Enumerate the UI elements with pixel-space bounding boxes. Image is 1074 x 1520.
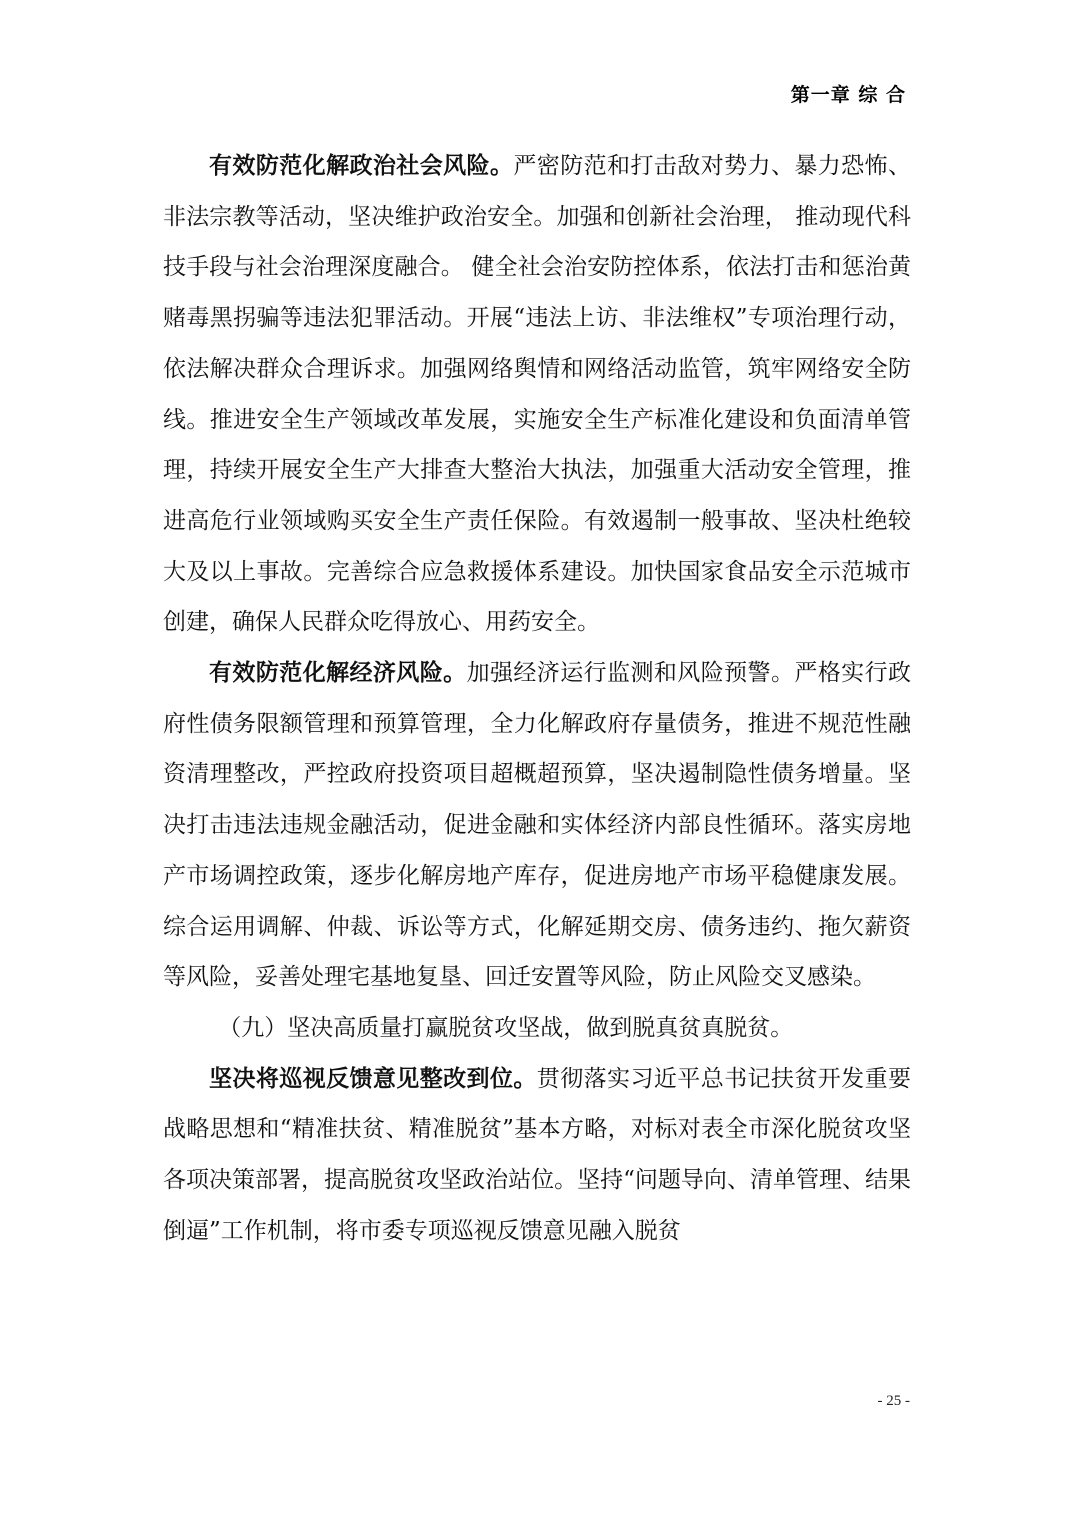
paragraph-political-social-risk	[163, 141, 911, 648]
paragraph-inspection-rectification	[163, 1054, 911, 1257]
paragraph-text: 贯彻落实习近平总书记扶贫开发重要战略思想和“精准扶贫、精准脱贫”基本方略，对标对表全市深化脱贫攻坚各项决策部署，提高脱贫攻坚政治站位。坚持“问题导向、清单管理、结果倒逼”工作机制，将市委专项巡视反馈意见融入脱贫	[163, 1065, 912, 1244]
chapter-header: 第一章 综 合	[790, 84, 906, 106]
paragraph-lead: 有效防范化解经济风险。	[209, 660, 467, 687]
paragraph-economic-risk	[163, 648, 911, 1003]
paragraph-text: 严密防范和打击敌对势力、暴力恐怖、非法宗教等活动，坚决维护政治安全。加强和创新社会治理， 推动现代科技手段与社会治理深度融合。 健全社会治安防控体系，依法打击和惩治黄赌毒黑拐骗等违法犯罪活动。开展“违法上访、非法维权”专项治理行动，依法解决群众合理诉求。加强网络舆情和网络活动监管，筑牢网络安全防线。推进安全生产领域改革发展，实施安全生产标准化建设和负面清单管理，持续开展安全生产大排查大整治大执法，加强重大活动安全管理，推进高危行业领域购买安全生产责任保险。有效遏制一般事故、坚决杜绝较大及以上事故。完善综合应急救援体系建设。加快国家食品安全示范城市创建，确保人民群众吃得放心、用药安全。	[163, 153, 912, 636]
document-body	[163, 141, 911, 1256]
paragraph-text: 加强经济运行监测和风险预警。严格实行政府性债务限额管理和预算管理，全力化解政府存量债务，推进不规范性融资清理整改，严控政府投资项目超概超预算，坚决遏制隐性债务增量。坚决打击违法违规金融活动，促进金融和实体经济内部良性循环。落实房地产市场调控政策，逐步化解房地产库存，促进房地产市场平稳健康发展。综合运用调解、仲裁、诉讼等方式，化解延期交房、债务违约、拖欠薪资等风险，妥善处理宅基地复垦、回迁安置等风险，防止风险交叉感染。	[163, 660, 912, 991]
section-heading: （九）坚决高质量打赢脱贫攻坚战，做到脱真贫真脱贫。	[218, 1014, 794, 1041]
paragraph-lead: 坚决将巡视反馈意见整改到位。	[209, 1065, 537, 1092]
page-number: - 25 -	[877, 1393, 910, 1409]
paragraph-lead: 有效防范化解政治社会风险。	[209, 153, 514, 179]
